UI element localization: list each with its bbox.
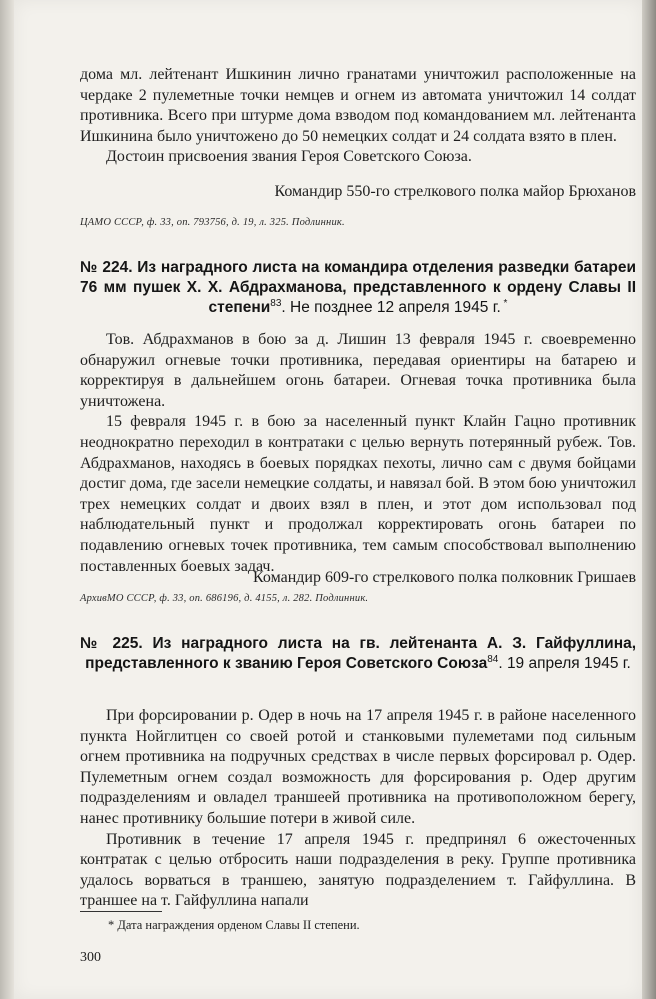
- footnote: * Дата награждения орденом Славы II степени.: [108, 918, 360, 932]
- document-body: [80, 330, 636, 577]
- heading-date: . 19 апреля 1945 г.: [498, 655, 631, 672]
- page-edge-right: [642, 0, 656, 999]
- heading-date: . Не позднее 12 апреля 1945 г.: [281, 299, 501, 316]
- heading-title: № 224. Из наградного листа на командира отделения разведки батареи 76 мм пушек Х. Х. Абдрахманова, представленного к ордену Славы II степени: [80, 259, 636, 316]
- heading-title: № 225. Из наградного листа на гв. лейтенанта А. З. Гайфуллина, представленного к званию Героя Советского Союза: [80, 635, 636, 672]
- footnote-ref: 83: [270, 297, 282, 309]
- signature: Командир 609-го стрелкового полка полковник Гришаев: [253, 569, 636, 586]
- document-heading: [80, 634, 636, 674]
- archive-reference: АрхивМО СССР, ф. 33, оп. 686196, д. 4155, л. 282. Подлинник.: [80, 593, 369, 604]
- page-number: 300: [80, 950, 101, 965]
- document-body: [80, 706, 636, 912]
- signature: Командир 550-го стрелкового полка майор Брюханов: [274, 183, 636, 200]
- paragraph: дома мл. лейтенант Ишкинин лично гранатами уничтожил расположенные на чердаке 2 пулеметные точки немцев и огнем из автомата уничтожил 14 солдат противника. Всего при штурме дома взводом под командованием мл. лейтенанта Ишкинина было уничтожено до 50 немецких солдат и 24 солдата взято в плен.: [80, 66, 636, 145]
- paragraph: 15 февраля 1945 г. в бою за населенный пункт Клайн Гацно противник неоднократно переходил в контратаки с целью вернуть потерянный рубеж. Тов. Абдрахманов, находясь в боевых порядках пехоты, лично сам с двумя бойцами достиг дома, где засели немецкие солдаты, и навязал бой. В этом бою уничтожил трех немецких солдат и двоих взял в плен, и этот дом использовал под наблюдательный пункт и продолжал корректировать огонь батареи по подавлению огневых точек противника, тем самым способствовал выполнению поставленных боевых задач.: [80, 413, 636, 575]
- footnote-star: *: [500, 297, 508, 309]
- paragraph: Противник в течение 17 апреля 1945 г. предпринял 6 ожесточенных контратак с целью отбросить наши подразделения в реку. Группе противника удалось ворваться в траншею, занятую подразделением т. Гайфуллина. В траншее на т. Гайфуллина напали: [80, 830, 636, 910]
- paragraph: Тов. Абдрахманов в бою за д. Лишин 13 февраля 1945 г. своевременно обнаружил огневые точки противника, передавая ориентиры на батарею и корректируя в дальнейшем огонь батареи. Огневая точка противника была уничтожена.: [80, 331, 636, 410]
- footnote-ref: 84: [487, 653, 499, 665]
- page-edge-left: [0, 0, 14, 999]
- paragraph: При форсировании р. Одер в ночь на 17 апреля 1945 г. в районе населенного пункта Нойглитцен со своей ротой и станковыми пулеметами под сильным огнем противника на подручных средствах в числе первых форсировал р. Одер. Пулеметным огнем создал возможность для форсирования р. Одер другим подразделениям и овладел траншеей противника на противоположном берегу, нанес противнику большие потери в живой силе.: [80, 707, 636, 827]
- footnote-divider: [80, 911, 162, 912]
- previous-document-body: [80, 65, 636, 168]
- archive-reference: ЦАМО СССР, ф. 33, оп. 793756, д. 19, л. 325. Подлинник.: [80, 217, 345, 228]
- paragraph: Достоин присвоения звания Героя Советского Союза.: [106, 148, 472, 166]
- document-heading: [80, 258, 636, 318]
